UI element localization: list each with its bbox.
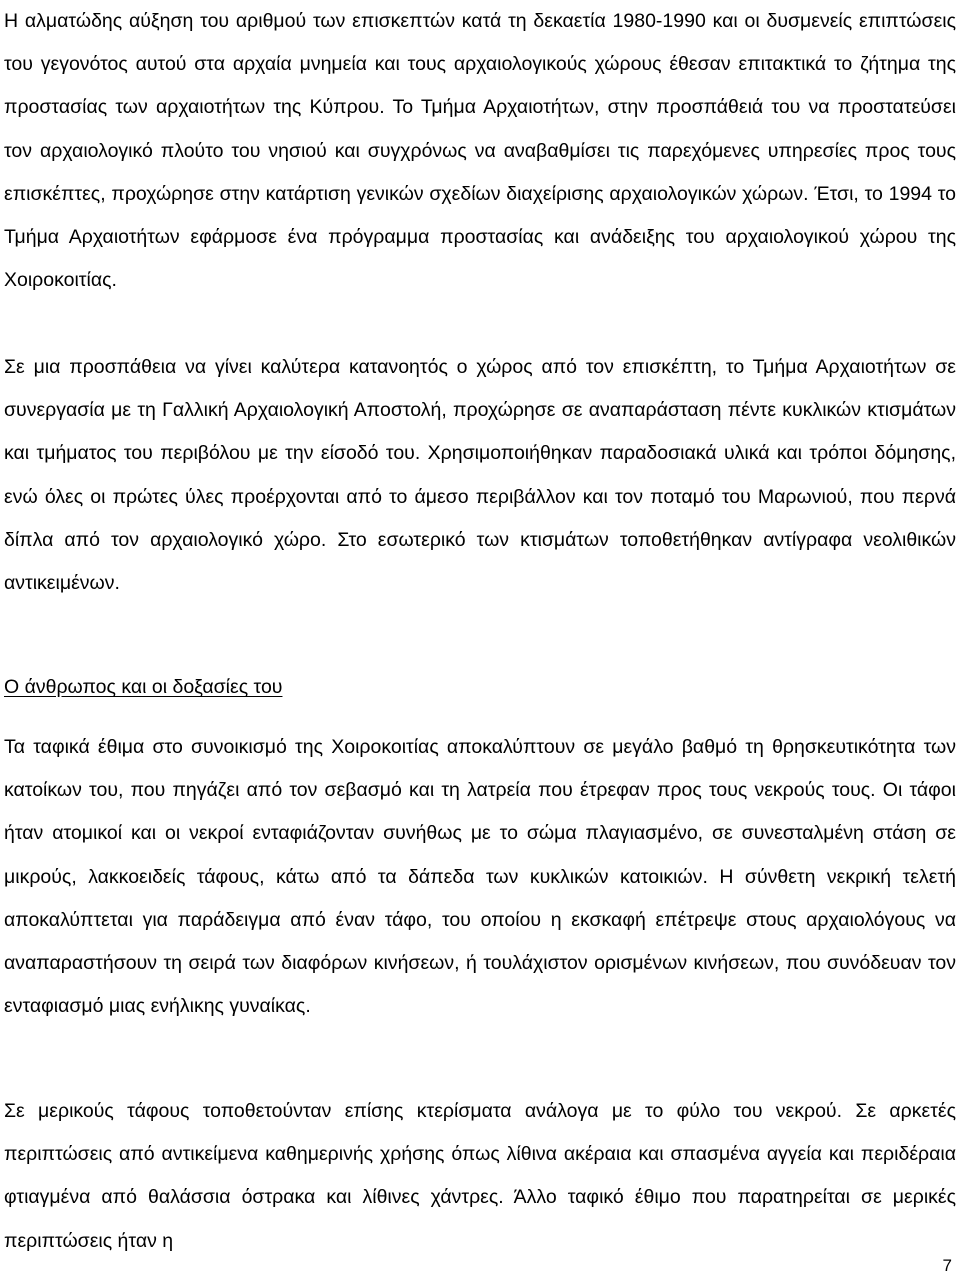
paragraph-visitors-protection: Η αλματώδης αύξηση του αριθμού των επισκεπτών κατά τη δεκαετία 1980-1990 και οι δυσμενείς επιπτώσεις του γεγονότος αυτού στα αρχαία μνημεία και τους αρχαιολογικούς χώρους έθεσαν επιτακτικά το ζήτημα της προστασίας των αρχαιοτήτων της Κύπρου. Το Τμήμα Αρχαιοτήτων, στην προσπάθειά του να προστατεύσει τον αρχαιολογικό πλούτο του νησιού και συγχρόνως να αναβαθμίσει τις παρεχόμενες υπηρεσίες προς τους επισκέπτες, προχώρησε στην κατάρτιση γενικών σχεδίων διαχείρισης αρχαιολογικών χώρων. Έτσι, το 1994 το Τμήμα Αρχαιοτήτων εφάρμοσε ένα πρόγραμμα προστασίας και ανάδειξης του αρχαιολογικού χώρου της Χοιροκοιτίας. [4,10,956,292]
page-number: 7 [942,1256,952,1275]
paragraph-grave-goods: Σε μερικούς τάφους τοποθετούνταν επίσης κτερίσματα ανάλογα με το φύλο του νεκρού. Σε αρκετές περιπτώσεις από αντικείμενα καθημερινής χρήσης όπως λίθινα ακέραια και σπασμένα αγγεία και περιδέραια φτιαγμένα από θαλάσσια όστρακα και λίθινες χάντρες. Άλλο ταφικό έθιμο που παρατηρείται σε μερικές περιπτώσεις ήταν η [4,1100,956,1252]
section-heading: Ο άνθρωπος και οι δοξασίες του [4,676,283,698]
paragraph-burial-customs: Τα ταφικά έθιμα στο συνοικισμό της Χοιροκοιτίας αποκαλύπτουν σε μεγάλο βαθμό τη θρησκευτικότητα των κατοίκων του, που πηγάζει από τον σεβασμό και τη λατρεία που έτρεφαν προς τους νεκρούς τους. Οι τάφοι ήταν ατομικοί και οι νεκροί ενταφιάζονταν συνήθως με το σώμα πλαγιασμένο, σε συνεσταλμένη στάση σε μικρούς, λακκοειδείς τάφους, κάτω από τα δάπεδα των κυκλικών κατοικιών. Η σύνθετη νεκρική τελετή αποκαλύπτεται για παράδειγμα από έναν τάφο, του οποίου η εκσκαφή επέτρεψε στους αρχαιολόγους να αναπαραστήσουν τη σειρά των διαφόρων κινήσεων, ή τουλάχιστον ορισμένων κινήσεων, που συνόδευαν τον ενταφιασμό μιας ενήλικης γυναίκας. [4,736,956,1018]
paragraph-reconstruction: Σε μια προσπάθεια να γίνει καλύτερα κατανοητός ο χώρος από τον επισκέπτη, το Τμήμα Αρχαιοτήτων σε συνεργασία με τη Γαλλική Αρχαιολογική Αποστολή, προχώρησε σε αναπαράσταση πέντε κυκλικών κτισμάτων και τμήματος του περιβόλου με την είσοδό του. Χρησιμοποιήθηκαν παραδοσιακά υλικά και τρόποι δόμησης, ενώ όλες οι πρώτες ύλες προέρχονται από το άμεσο περιβάλλον και τον ποταμό του Μαρωνιού, που περνά δίπλα από τον αρχαιολογικό χώρο. Στο εσωτερικό των κτισμάτων τοποθετήθηκαν αντίγραφα νεολιθικών αντικειμένων. [4,356,956,595]
